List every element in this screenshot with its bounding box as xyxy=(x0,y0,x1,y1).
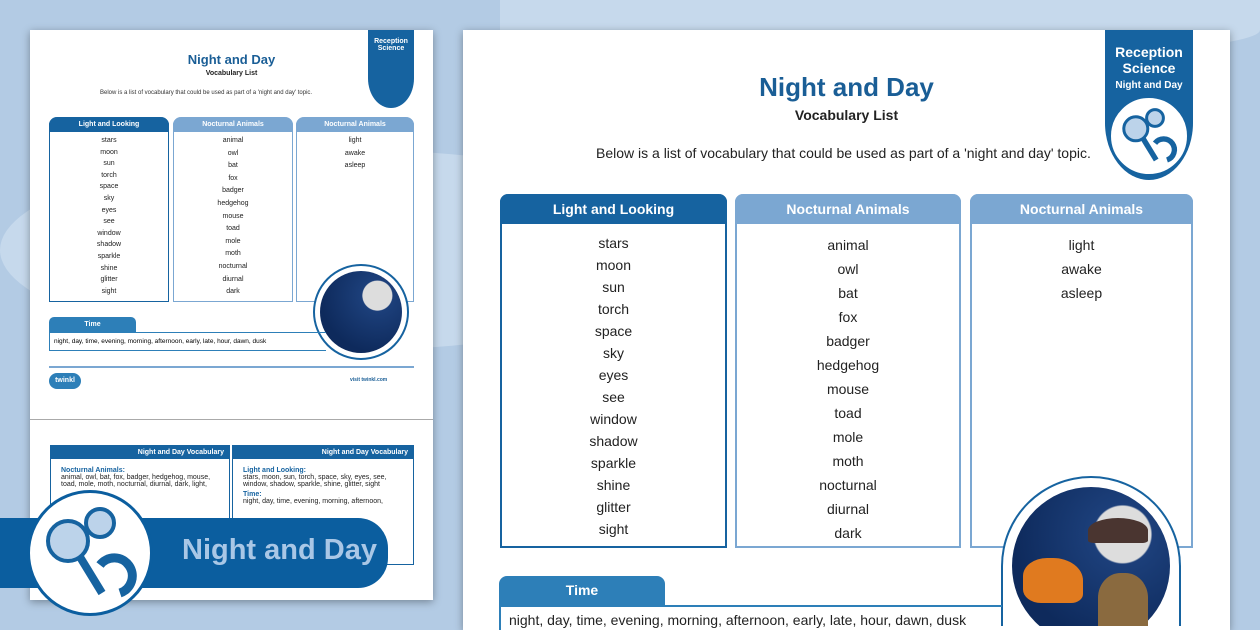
vocab-word: moth xyxy=(225,250,241,258)
vocab-word: asleep xyxy=(344,162,366,170)
vocab-word: asleep xyxy=(1060,285,1103,301)
bat-illustration xyxy=(1088,518,1148,543)
intro-text: Below is a list of vocabulary that could be used as part of a 'night and day' topic. xyxy=(596,145,1091,161)
thumb-col: Light and Looking stars moon sun torch space sky eyes see window shadow sparkle shine glitter sight xyxy=(49,117,169,302)
vocab-word: bat xyxy=(838,285,858,301)
thumb-time-text: night, day, time, evening, morning, afternoon, early, late, hour, dawn, dusk xyxy=(49,332,326,351)
column-header: Light and Looking xyxy=(500,194,727,224)
page-subtitle: Vocabulary List xyxy=(794,107,899,123)
vocab-word: shine xyxy=(596,477,631,493)
thumb-intro: Below is a list of vocabulary that could be used as part of a 'night and day' topic. xyxy=(100,90,313,96)
vocab-word: animal xyxy=(827,237,869,253)
vocab-word: badger xyxy=(222,187,244,195)
column-header: Nocturnal Animals xyxy=(735,194,961,224)
card-heading: Light and Looking: xyxy=(243,467,306,474)
vocab-word: window xyxy=(97,229,121,237)
vocab-word: space xyxy=(594,323,633,339)
vocab-word: sun xyxy=(602,279,625,295)
vocab-word: stars xyxy=(101,137,117,144)
vocab-word: shine xyxy=(100,264,118,272)
vocab-word: eyes xyxy=(598,367,629,383)
thumb-url[interactable]: visit twinkl.com xyxy=(350,377,388,383)
card-heading: Time: xyxy=(243,491,262,498)
thumb-col: Nocturnal Animals animal owl bat fox badger hedgehog mouse toad mole moth nocturnal diurnal dark xyxy=(173,117,293,302)
vocab-word: sight xyxy=(101,287,117,295)
vocab-word: awake xyxy=(344,149,366,157)
card-text: night, day, time, evening, morning, afternoon, xyxy=(243,498,383,505)
main-page[interactable] xyxy=(463,30,1230,630)
vocab-word: sky xyxy=(603,345,624,361)
vocab-word: shadow xyxy=(96,241,122,249)
vocab-word: torch xyxy=(101,171,117,179)
page-title: Night and Day xyxy=(759,72,934,102)
vocab-word: mole xyxy=(225,237,241,245)
vocab-word: torch xyxy=(597,301,630,317)
vocab-word: hedgehog xyxy=(217,199,249,207)
thumb-animals-image xyxy=(313,264,409,360)
vocab-word: diurnal xyxy=(222,275,244,283)
vocab-word: dark xyxy=(226,288,240,296)
vocab-word: dark xyxy=(834,525,862,541)
card-heading: Nocturnal Animals: xyxy=(61,467,125,474)
vocab-word: mole xyxy=(832,429,864,445)
card-text: stars, moon, sun, torch, space, sky, eyes, see, window, shadow, sparkle, shine, glitter, sight xyxy=(243,474,387,488)
vocab-word: see xyxy=(103,218,115,226)
vocab-word: owl xyxy=(227,149,239,157)
vocab-word: animal xyxy=(222,137,244,144)
time-header: Time xyxy=(499,576,665,605)
vocab-word: eyes xyxy=(101,206,117,214)
vocab-word: nocturnal xyxy=(218,262,248,270)
owl-illustration xyxy=(1098,573,1148,626)
thumb-subtitle: Vocabulary List xyxy=(205,70,258,77)
page-separator xyxy=(30,419,433,420)
vocab-word: space xyxy=(99,183,119,191)
vocab-word: bat xyxy=(228,162,238,170)
fox-illustration xyxy=(1023,558,1083,603)
vocab-word: toad xyxy=(834,405,862,421)
vocab-word: moth xyxy=(832,453,864,469)
banner-label: Night and Day xyxy=(182,534,377,566)
vocab-word: sight xyxy=(598,521,629,537)
vocab-word: see xyxy=(602,389,625,405)
time-text: night, day, time, evening, morning, afternoon, early, late, hour, dawn, dusk xyxy=(499,605,1002,630)
vocab-word: badger xyxy=(826,333,870,349)
column-nocturnal-animals xyxy=(735,194,961,548)
vocab-word: nocturnal xyxy=(819,477,877,493)
thumb-time-header: Time xyxy=(49,317,136,332)
vocab-word: sparkle xyxy=(97,252,121,260)
card-header: Night and Day Vocabulary xyxy=(233,446,413,459)
vocab-word: sparkle xyxy=(590,455,637,471)
vocab-word: toad xyxy=(226,225,240,233)
vocab-word: glitter xyxy=(596,499,631,515)
science-icon xyxy=(27,490,153,616)
thumb-badge: Reception Science xyxy=(368,30,414,108)
vocab-word: window xyxy=(590,411,637,427)
card-text: animal, owl, bat, fox, badger, hedgehog, mouse, toad, mole, moth, nocturnal, diurnal, dark, light, xyxy=(61,474,211,488)
thumb-title: Night and Day xyxy=(187,52,276,67)
column-light-and-looking xyxy=(500,194,727,548)
thumb-col: Nocturnal Animals light awake asleep xyxy=(296,117,414,302)
vocab-word: fox xyxy=(228,174,238,182)
vocab-word: stars xyxy=(598,235,629,251)
vocab-word: mouse xyxy=(826,381,870,397)
vocab-word: owl xyxy=(837,261,859,277)
divider xyxy=(49,366,414,368)
vocab-word: moon xyxy=(100,148,118,156)
vocab-word: mouse xyxy=(222,212,244,220)
vocab-word: shadow xyxy=(589,433,638,449)
card-header: Night and Day Vocabulary xyxy=(51,446,229,459)
vocab-word: glitter xyxy=(100,276,118,284)
twinkl-logo: twinkl xyxy=(49,373,81,389)
vocab-word: light xyxy=(348,137,362,144)
vocab-word: light xyxy=(1068,237,1095,253)
vocab-word: moon xyxy=(595,257,632,273)
vocab-word: awake xyxy=(1061,261,1102,277)
vocab-word: fox xyxy=(838,309,858,325)
reception-science-badge: Reception Science Night and Day xyxy=(1105,30,1193,180)
vocab-word: hedgehog xyxy=(816,357,880,373)
vocab-word: diurnal xyxy=(826,501,870,517)
vocab-word: sky xyxy=(103,194,115,202)
column-header: Nocturnal Animals xyxy=(970,194,1193,224)
science-icon xyxy=(1111,98,1187,174)
vocab-word: sun xyxy=(103,160,115,168)
